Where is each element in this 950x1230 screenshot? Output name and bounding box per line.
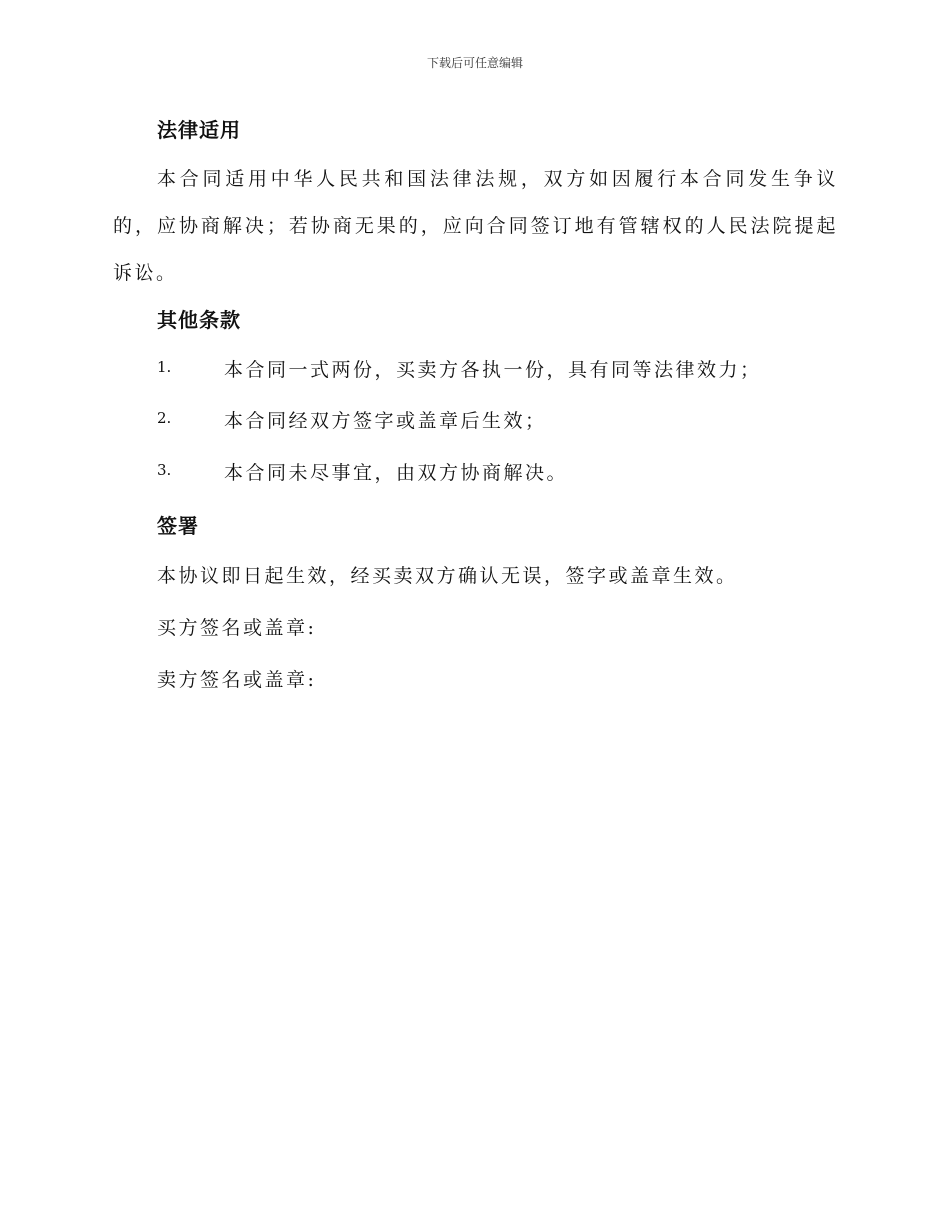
section-heading-other: 其他条款 [157, 308, 241, 332]
section-heading-sign: 签署 [157, 514, 199, 538]
sign-statement: 本协议即日起生效，经买卖双方确认无误，签字或盖章生效。 [157, 565, 738, 587]
buyer-signature-block [113, 613, 838, 640]
list-item-number: 2. [157, 409, 172, 427]
list-item-text: 本合同经双方签字或盖章后生效； [224, 410, 547, 432]
law-paragraph: 本合同适用中华人民共和国法律法规，双方如因履行本合同发生争议的，应协商解决；若协商无果的，应向合同签订地有管辖权的人民法院提起诉讼。 [113, 168, 838, 284]
list-item [113, 458, 838, 488]
section-sign-heading-block [113, 510, 838, 539]
list-item [113, 355, 838, 385]
section-heading-law: 法律适用 [157, 118, 241, 142]
section-law-body-block [113, 156, 838, 297]
list-item-number: 1. [157, 358, 172, 376]
seller-signature-block [113, 665, 838, 692]
section-other-heading-block [113, 304, 838, 333]
sign-statement-block [113, 561, 838, 588]
list-item [113, 406, 838, 436]
list-item-text: 本合同一式两份，买卖方各执一份，具有同等法律效力； [224, 359, 762, 381]
seller-signature-label: 卖方签名或盖章: [157, 669, 317, 691]
list-item-text: 本合同未尽事宜，由双方协商解决。 [224, 462, 569, 484]
buyer-signature-label: 买方签名或盖章: [157, 617, 317, 639]
page-header: 下载后可任意编辑 [426, 56, 523, 70]
list-item-number: 3. [157, 461, 172, 479]
section-law-heading-block [113, 114, 838, 143]
